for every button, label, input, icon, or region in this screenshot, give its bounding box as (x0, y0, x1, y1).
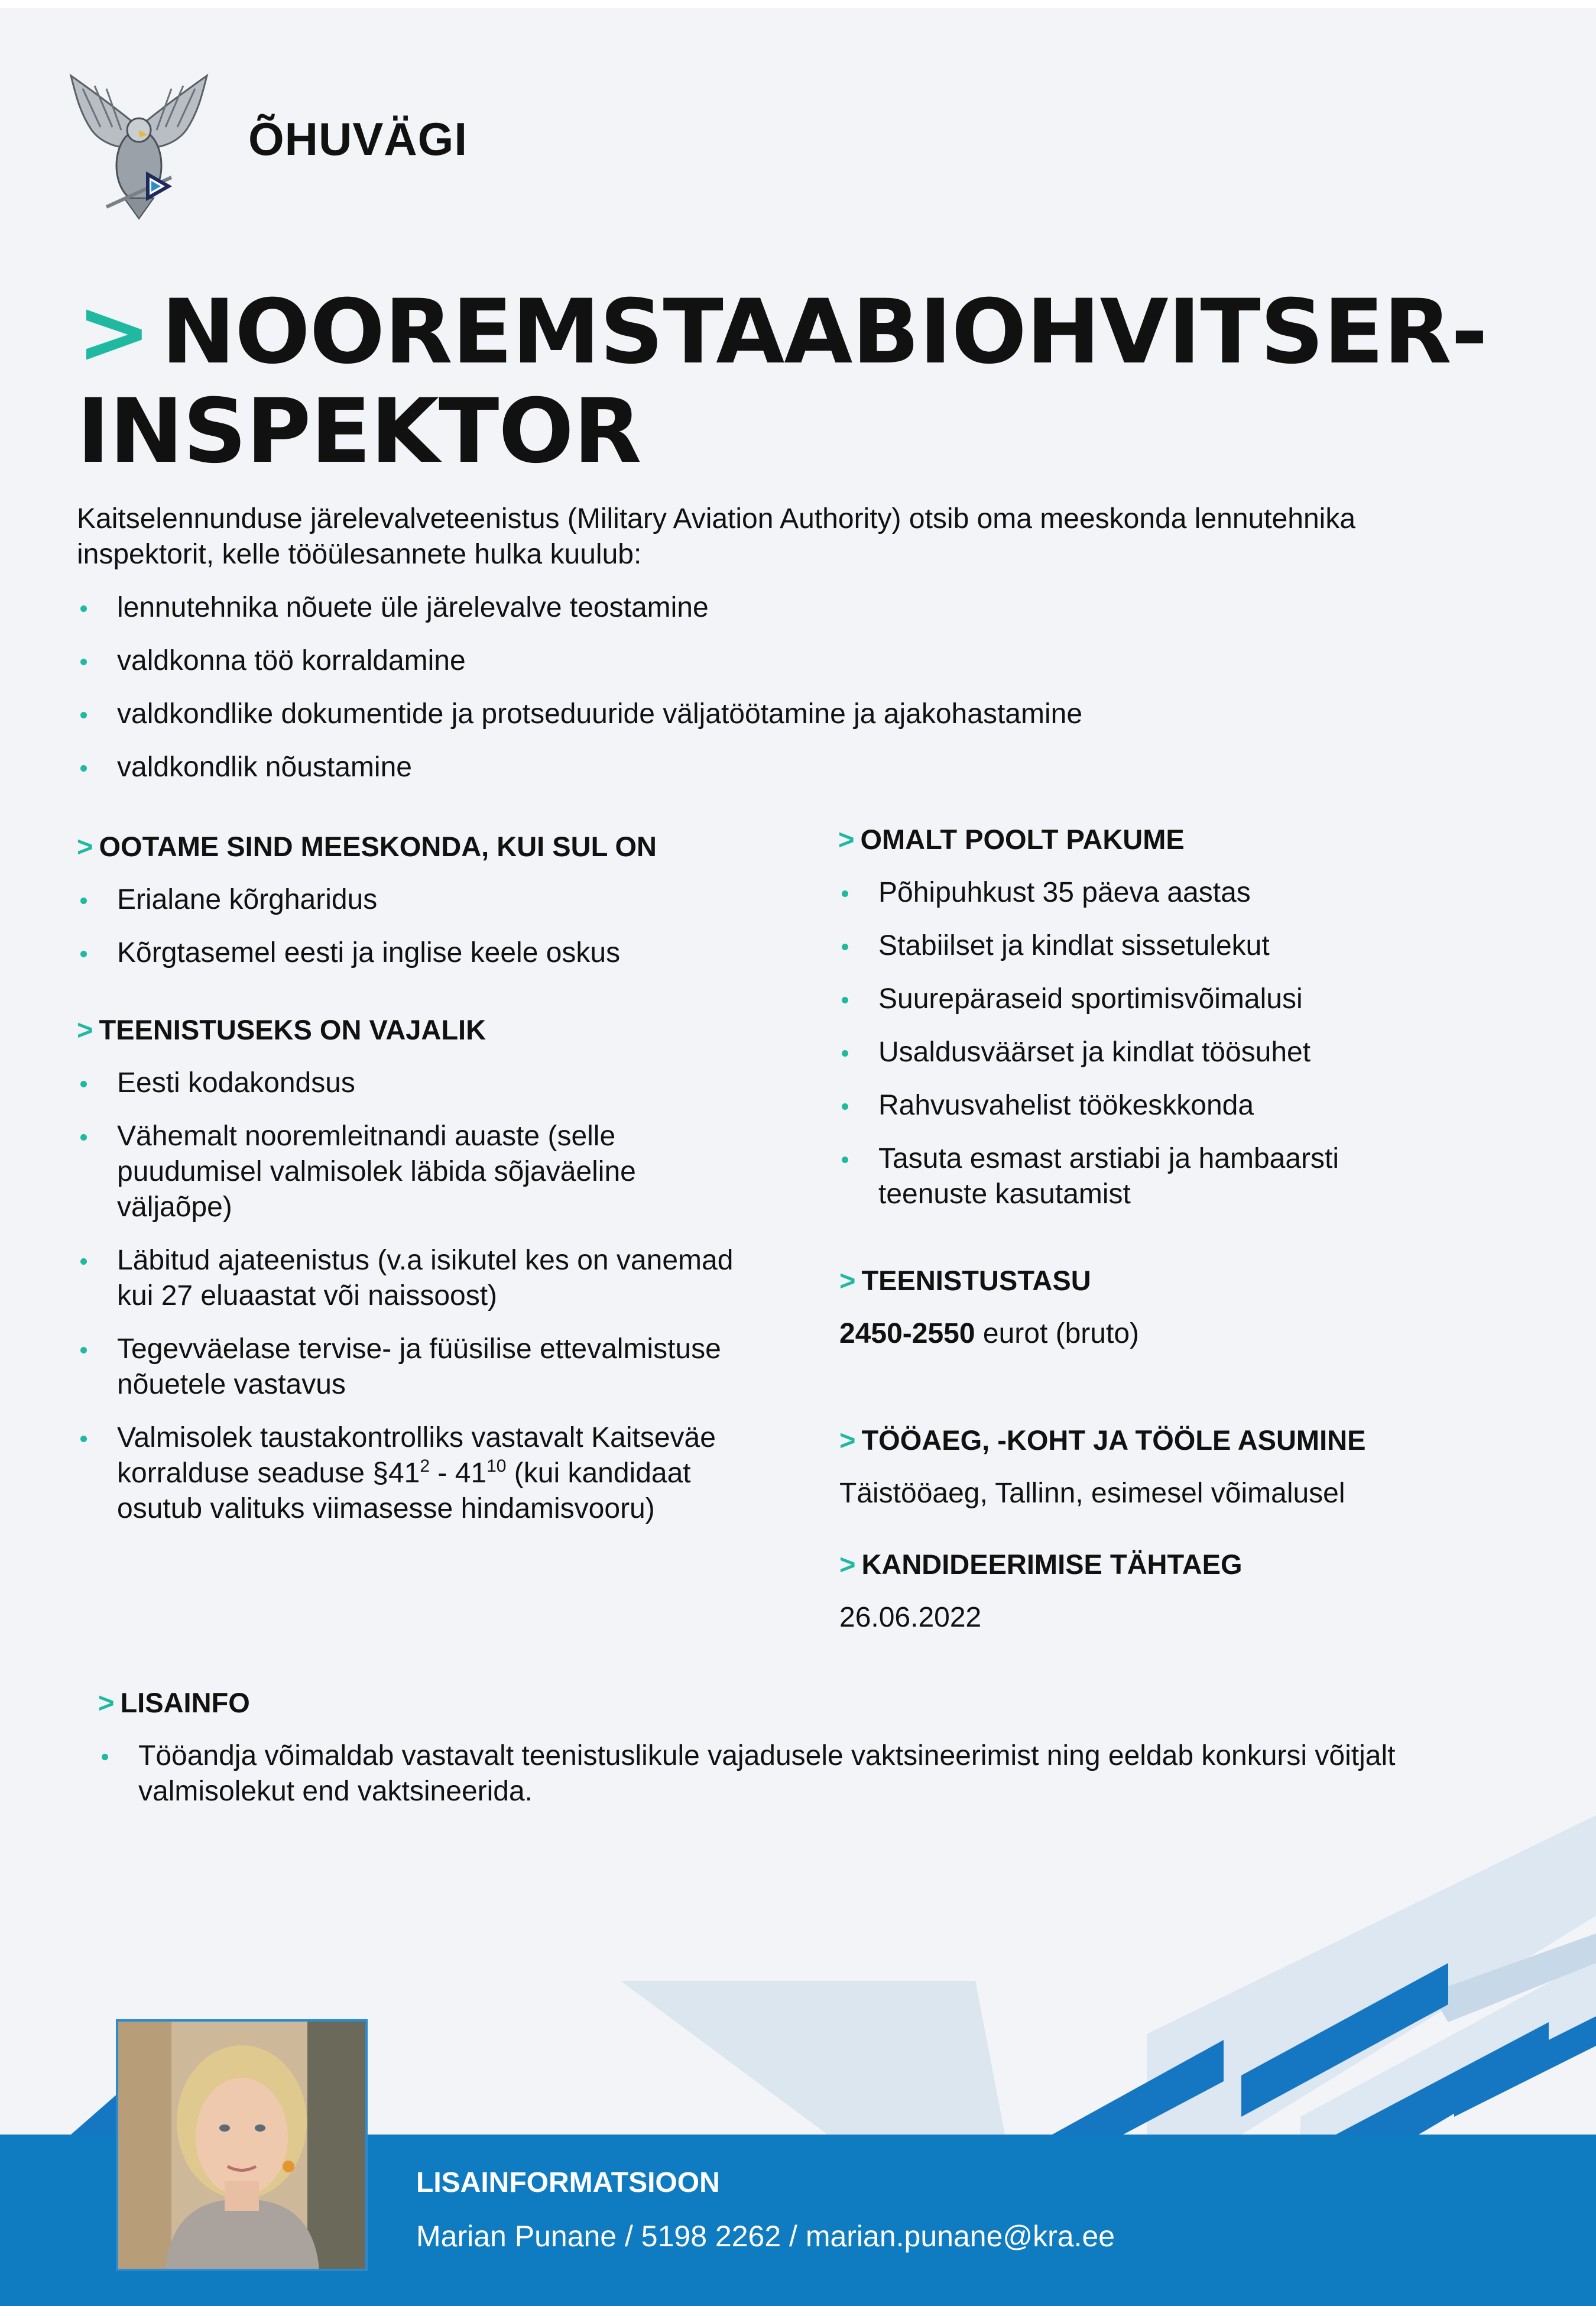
worktime-heading-text: TÖÖAEG, -KOHT JA TÖÖLE ASUMINE (861, 1424, 1366, 1456)
list-item: valdkondlike dokumentide ja protseduuride väljatöötamine ja ajakohastamine (77, 697, 1377, 732)
list-item: Kõrgtasemel eesti ja inglise keele oskus (77, 935, 757, 971)
list-item (77, 1420, 757, 1527)
salary-amount: 2450-2550 (839, 1318, 975, 1349)
salary-unit: eurot (bruto) (975, 1318, 1139, 1349)
footer-title: LISAINFORMATSIOON (416, 2167, 720, 2198)
list-item: valdkondlik nõustamine (77, 750, 1377, 785)
service-heading-text: TEENISTUSEKS ON VAJALIK (99, 1014, 486, 1045)
service-list (77, 1065, 757, 1544)
list-item: Eesti kodakondsus (77, 1065, 757, 1101)
top-border (0, 0, 1596, 8)
list-item-text: Valmisolek taustakontrolliks vastavalt Kaitseväe korralduse seaduse §41 (117, 1422, 716, 1489)
eagle-emblem-icon (65, 71, 213, 225)
list-item-text: (kui kandidaat osutub valituks viimasesse hindamisvooru) (117, 1458, 691, 1524)
salary-heading: > TEENISTUSTASU (839, 1265, 1091, 1296)
extra-heading: > LISAINFO (98, 1687, 250, 1718)
extra-heading-text: LISAINFO (120, 1687, 250, 1718)
deadline-date: 26.06.2022 (839, 1602, 982, 1633)
list-item: Põhipuhkust 35 päeva aastas (838, 875, 1429, 911)
list-item: Rahvusvahelist töökeskkonda (838, 1088, 1429, 1123)
offer-heading: > OMALT POOLT PAKUME (838, 824, 1185, 855)
requirements-list (77, 882, 757, 989)
offer-list (838, 875, 1429, 1230)
offer-heading-text: OMALT POOLT PAKUME (860, 824, 1185, 855)
list-item: Erialane kõrgharidus (77, 882, 757, 918)
list-item: Suurepäraseid sportimisvõimalusi (838, 982, 1429, 1017)
title-arrow: > (77, 281, 151, 384)
superscript: 10 (486, 1456, 507, 1476)
list-item: Tasuta esmast arstiabi ja hambaarsti teenuste kasutamist (838, 1141, 1429, 1212)
duties-list (77, 590, 1377, 803)
brand-name: ÕHUVÄGI (248, 113, 468, 165)
contact-photo (116, 2019, 368, 2271)
list-item: lennutehnika nõuete üle järelevalve teostamine (77, 590, 1377, 626)
intro-paragraph: Kaitselennunduse järelevalveteenistus (Military Aviation Authority) otsib oma meeskonda lennutehnika inspektorit, kelle tööülesannete hulka kuulub: (77, 503, 1356, 570)
salary-value (839, 1316, 1139, 1352)
list-item: Vähemalt nooremleitnandi auaste (selle puudumisel valmisolek läbida sõjaväeline väljaõpe) (77, 1119, 757, 1225)
salary-heading-text: TEENISTUSTASU (861, 1265, 1091, 1296)
page-title (77, 283, 1555, 481)
worktime-text: Täistööaeg, Tallinn, esimesel võimalusel (839, 1478, 1345, 1509)
requirements-heading: > OOTAME SIND MEESKONDA, KUI SUL ON (77, 831, 657, 862)
service-heading: > TEENISTUSEKS ON VAJALIK (77, 1014, 486, 1045)
worktime-heading: > TÖÖAEG, -KOHT JA TÖÖLE ASUMINE (839, 1424, 1366, 1456)
footer-contact: Marian Punane / 5198 2262 / marian.punane@kra.ee (416, 2220, 1115, 2253)
deadline-heading-text: KANDIDEERIMISE TÄHTAEG (861, 1549, 1243, 1580)
requirements-heading-text: OOTAME SIND MEESKONDA, KUI SUL ON (99, 831, 657, 862)
list-item: Usaldusväärset ja kindlat töösuhet (838, 1035, 1429, 1070)
list-item: Läbitud ajateenistus (v.a isikutel kes on vanemad kui 27 eluaastat või naissoost) (77, 1243, 757, 1314)
superscript: 2 (420, 1456, 430, 1476)
list-item-text: - 41 (430, 1458, 487, 1489)
list-item: Tegevväelase tervise- ja füüsilise ettevalmistuse nõuetele vastavus (77, 1332, 757, 1403)
list-item: Stabiilset ja kindlat sissetulekut (838, 928, 1429, 964)
deadline-heading: > KANDIDEERIMISE TÄHTAEG (839, 1549, 1243, 1580)
title-text: NOOREMSTAABIOHVITSER-INSPEKTOR (77, 281, 1488, 483)
list-item: valdkonna töö korraldamine (77, 643, 1377, 679)
list-item: Tööandja võimaldab vastavalt teenistuslikule vajadusele vaktsineerimist ning eeldab konkursi võitjalt valmisolekut end vaktsineerida. (98, 1738, 1399, 1809)
